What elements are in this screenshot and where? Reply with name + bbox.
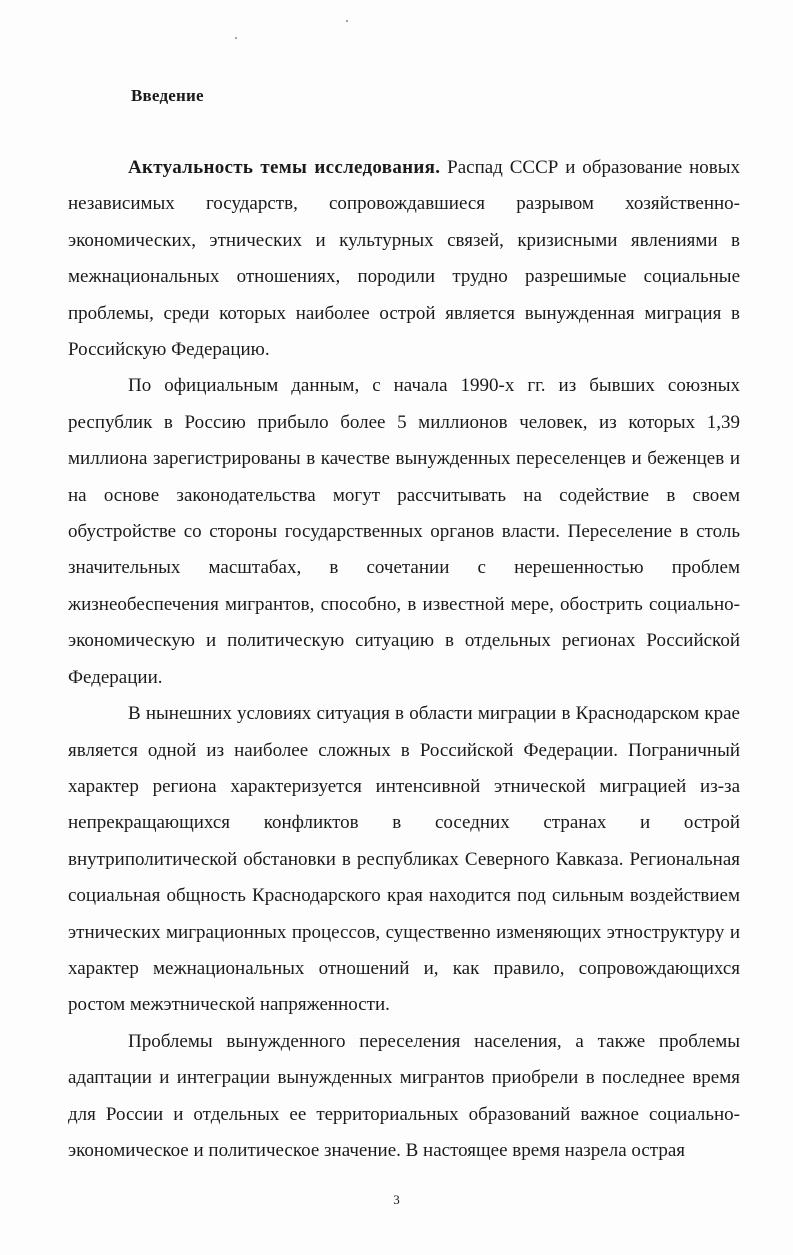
paragraph-lead: Актуальность темы исследования. [128,157,441,178]
paragraph-text: Распад СССР и образование новых независимых государств, сопровождавшиеся разрывом хозяйственно-экономических, этнических и культурных связей, кризисными явлениями в межнациональных отношениях, породили трудно разрешимые социальные проблемы, среди которых наиболее острой является вынужденная миграция в Российскую Федерацию. [68,157,740,361]
page-number: 3 [393,1192,400,1207]
paragraph-text: В нынешних условиях ситуация в области миграции в Краснодарском крае является одной из наиболее сложных в Российской Федерации. Пограничный характер региона характеризуется интенсивной этнической миграцией из-за непрекращающихся конфликтов в соседних странах и острой внутриполитической обстановки в республиках Северного Кавказа. Региональная социальная общность Краснодарского края находится под сильным воздействием этнических миграционных процессов, существенно изменяющих этноструктуру и характер межнациональных отношений и, как правило, сопровождающихся ростом межэтнической напряженности. [68,703,740,1016]
paragraph-text: По официальным данным, с начала 1990-х гг. из бывших союзных республик в Россию прибыло более 5 миллионов человек, из которых 1,39 миллиона зарегистрированы в качестве вынужденных переселенцев и беженцев и на основе законодательства могут рассчитывать на содействие в своем обустройстве со стороны государственных органов власти. Переселение в столь значительных масштабах, в сочетании с нерешенностью проблем жизнеобеспечения мигрантов, способно, в известной мере, обострить социально-экономическую и политическую ситуацию в отдельных регионах Российской Федерации. [68,375,740,688]
paragraph-statistics [68,368,740,696]
body-text [68,150,740,1169]
paragraph-relevance [68,150,740,368]
section-heading: Введение [131,86,204,105]
scan-speck [235,37,237,39]
paragraph-text: Проблемы вынужденного переселения населения, а также проблемы адаптации и интеграции вынужденных мигрантов приобрели в последнее время для России и отдельных ее территориальных образований важное социально-экономическое и политическое значение. В настоящее время назрела острая [68,1030,740,1161]
scan-speck [346,20,348,22]
paragraph-problems [68,1024,740,1170]
paragraph-krasnodar [68,696,740,1024]
